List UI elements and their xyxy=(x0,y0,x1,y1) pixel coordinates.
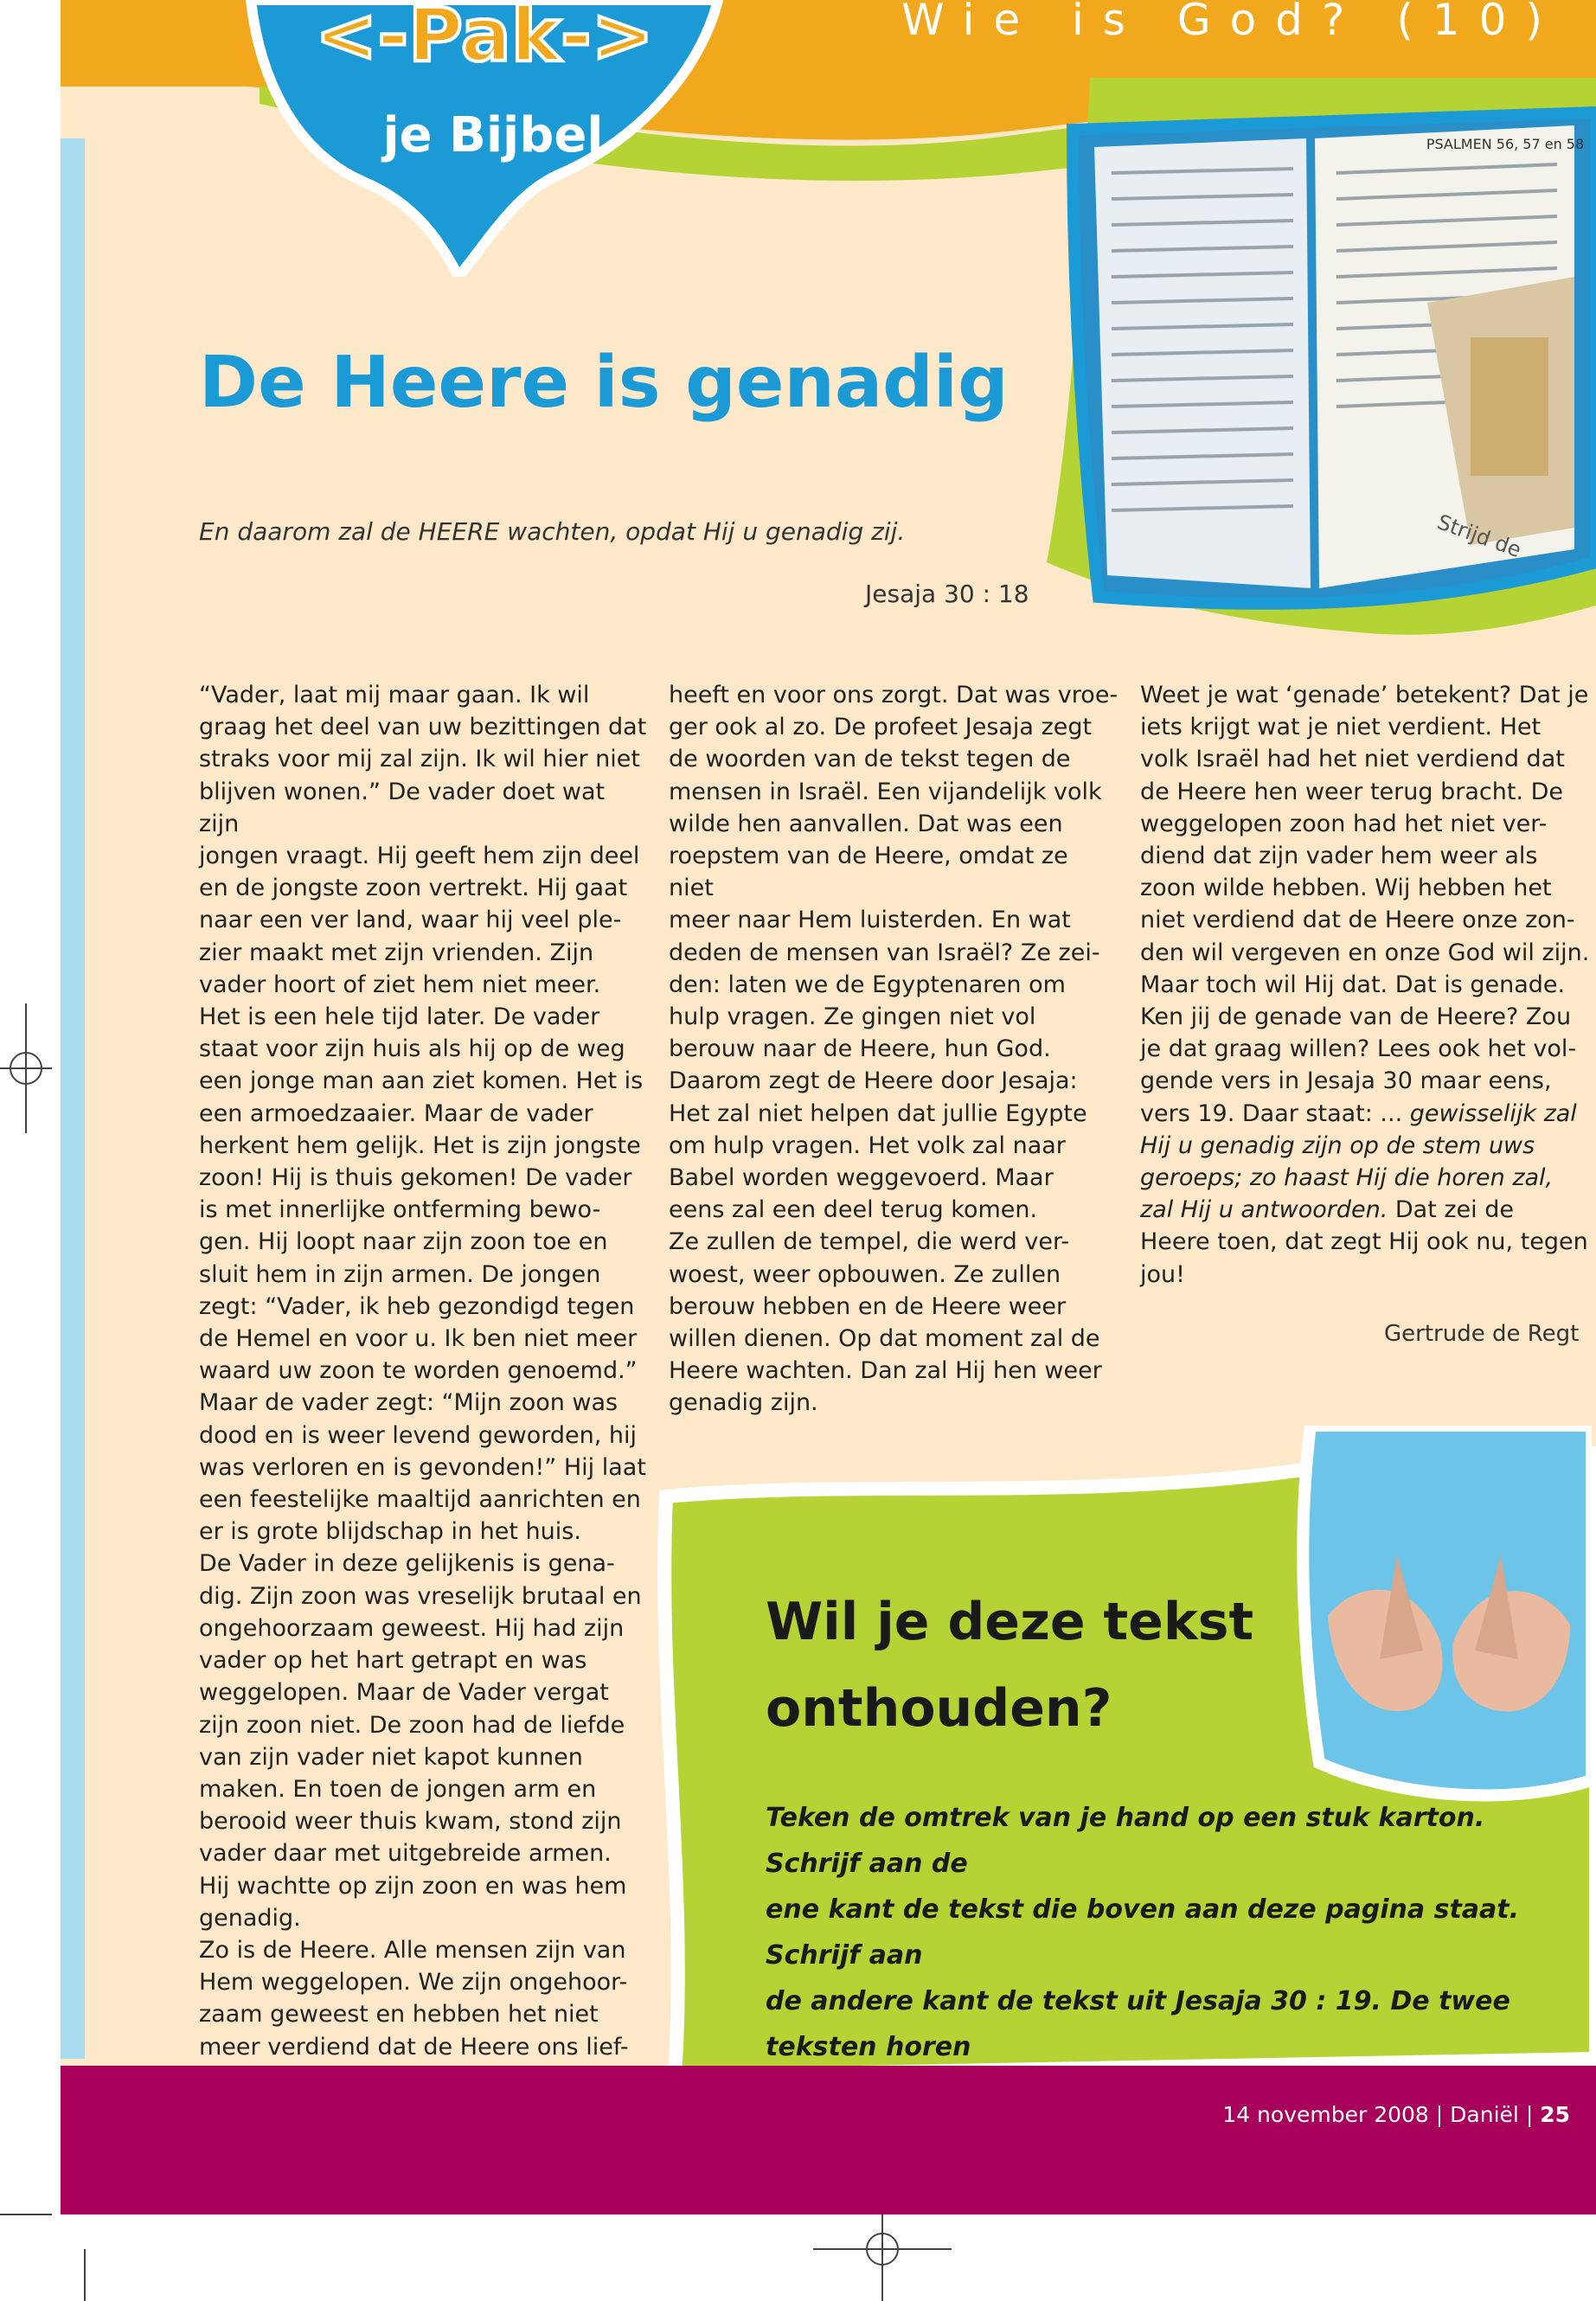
article-column-2: heeft en voor ons zorgt. Dat was vroe- ger ook al zo. De profeet Jesaja zegt de woorden van de tekst tegen de mensen in Israël. Een vijandelijk volk wilde hen aanvallen. Dat was een roepstem van de Heere, omdat ze niet meer naar Hem luisterden. En wat deden de mensen van Israël? Ze zei- den: laten we de Egyptenaren om hulp vragen. Ze gingen niet vol berouw naar de Heere, hun God. Daarom zegt de Heere door Jesaja: Het zal niet helpen dat jullie Egypte om hulp vragen. Het volk zal naar Babel worden weggevoerd. Maar eens zal een deel terug komen. Ze zullen de tempel, die werd ver- woest, weer opbouwen. Ze zullen berouw hebben en de Heere weer willen dienen. Op dat moment zal de Heere wachten. Dan zal Hij hen weer genadig zijn. xyxy=(669,682,1118,1417)
registration-mark-left xyxy=(0,1003,78,1133)
column-3-ending: Dat zei de Heere toen, dat zegt Hij ook nu, tegen jou! xyxy=(1140,1196,1588,1288)
quote-reference: Jesaja 30 : 18 xyxy=(865,580,1029,608)
activity-heading: Wil je deze tekst onthouden? xyxy=(766,1592,1254,1739)
pak-je-bijbel-logo xyxy=(234,0,735,277)
column-3-scripture: gewisselijk zal Hij u genadig zijn op de stem uws geroeps; zo haast Hij die horen zal, zal Hij u antwoorden. xyxy=(1140,1099,1577,1224)
article-title: De Heere is genadig xyxy=(199,342,1009,424)
bible-quote: En daarom zal de HEERE wachten, opdat Hij u genadig zij. xyxy=(199,517,906,546)
author-name: Gertrude de Regt xyxy=(1384,1321,1580,1347)
column-3-text: Weet je wat ‘genade’ betekent? Dat je iets krijgt wat je niet verdient. Het volk Israël had het niet verdiend dat de Heere hen weer terug bracht. De weggelopen zoon had het niet ver- diend dat zijn vader hem weer als zoon wilde hebben. Wij hebben het niet verdiend dat de Heere onze zon- den wil vergeven en onze God wil zijn. Maar toch wil Hij dat. Dat is genade. Ken jij de genade van de Heere? Zou je dat graag willen? Lees ook het vol- gende vers in Jesaja 30 maar eens, vers 19. Daar staat: ... xyxy=(1140,682,1590,1127)
series-title: Wie is God? (10) xyxy=(901,0,1561,45)
footer-separator: | xyxy=(1435,2102,1444,2127)
crop-mark-bottom-left xyxy=(0,2197,95,2301)
logo-main-text: <-Pak-> xyxy=(315,0,654,79)
activity-text: Teken de omtrek van je hand op een stuk karton. Schrijf aan de ene kant de tekst die boven aan deze pagina staat. Schrijf aan de andere kant de tekst uit Jesaja 30 : 19. De twee teksten horen xyxy=(766,1803,1520,2062)
footer xyxy=(1222,2102,1570,2127)
registration-mark-bottom xyxy=(813,2214,952,2301)
article-column-1: “Vader, laat mij maar gaan. Ik wil graag het deel van uw bezittingen dat straks voor mij zal zijn. Ik wil hier niet blijven wonen.” De vader doet wat zijn jongen vraagt. Hij geeft hem zijn deel en de jongste zoon vertrekt. Hij gaat naar een ver land, waar hij veel ple- zier maakt met zijn vrienden. Zijn vader hoort of ziet hem niet meer. Het is een hele tijd later. De vader staat voor zijn huis als hij op de weg een jonge man aan ziet komen. Het is een armoedzaaier. Maar de vader herkent hem gelijk. Het is zijn jongste zoon! Hij is thuis gekomen! De vader is met innerlijke ontferming bewo- gen. Hij loopt naar zijn zoon toe en sluit hem in zijn armen. De jongen zegt: “Vader, ik heb gezondigd tegen de Hemel en voor u. Ik ben niet meer waard uw zoon te worden genoemd.” Maar de vader zegt: “Mijn zoon was dood en is weer levend geworden, hij was verloren en is gevonden!” Hij laat een feestelijke maaltijd aanrichten en er is grote blijdschap in het huis. De Vader in deze gelijkenis is gena- dig. Zijn zoon was vreselijk brutaal en ongehoorzaam geweest. Hij had zijn vader op het hart getrapt en was weggelopen. Maar de Vader vergat zijn zoon niet. De zoon had de liefde van zijn vader niet kapot kunnen maken. En toen de jongen arm en berooid weer thuis kwam, stond zijn vader daar met uitgebreide armen. Hij wachtte op zijn zoon en was hem genadig. Zo is de Heere. Alle mensen zijn van Hem weggelopen. We zijn ongehoor- zaam geweest en hebben het niet meer verdiend dat de Heere ons lief- xyxy=(199,682,647,2061)
footer-band xyxy=(61,2066,1596,2214)
page-number: 25 xyxy=(1540,2102,1570,2127)
footer-date: 14 november 2008 xyxy=(1222,2102,1429,2127)
bookmark-text: Strijd de xyxy=(1433,510,1525,563)
article-column-3 xyxy=(1140,679,1590,1291)
logo-sub-text: je Bijbel xyxy=(382,107,604,163)
bible-page-heading: PSALMEN 56, 57 en 58 xyxy=(1426,136,1585,152)
footer-separator-2: | xyxy=(1525,2102,1534,2127)
footer-magazine: Daniël xyxy=(1450,2102,1519,2127)
open-bible-photo xyxy=(1021,78,1596,649)
hands-photo xyxy=(1293,1426,1592,1806)
